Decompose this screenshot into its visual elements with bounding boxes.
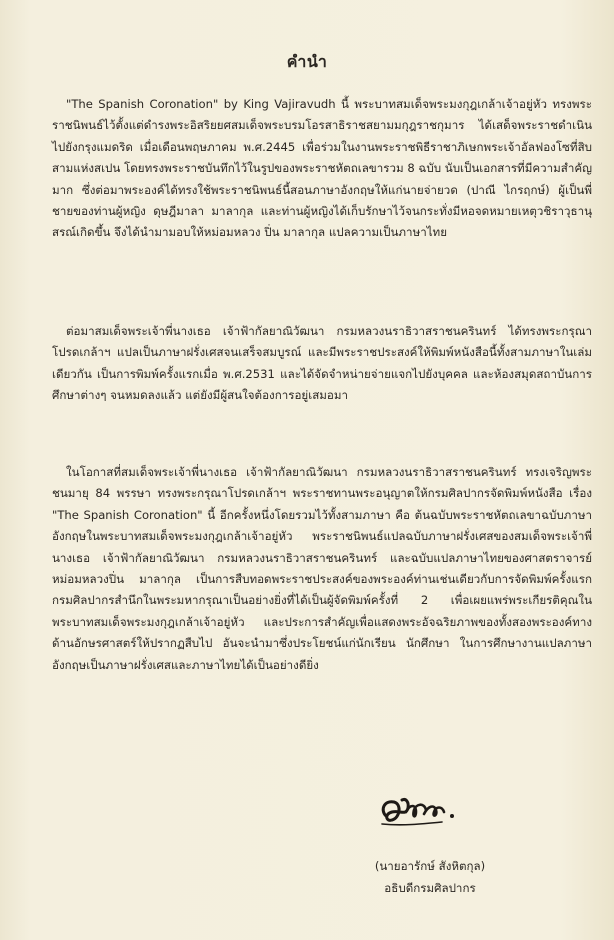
signatory-name: (นายอารักษ์ สังหิตกุล) — [374, 859, 486, 873]
paragraph-2: ต่อมาสมเด็จพระเจ้าพี่นางเธอ เจ้าฟ้ากัลยาณิวัฒนา กรมหลวงนราธิวาสราชนครินทร์ ได้ทรงพระกรุณาโปรดเกล้าฯ แปลเป็นภาษาฝรั่งเศสจนเสร็จสมบูรณ์ และมีพระราชประสงค์ให้พิมพ์หนังสือนี้ทั้งสามภาษาในเล่มเดียวกัน เป็นการพิมพ์ครั้งแรกเมื่อ พ.ศ.2531 และได้จัดจำหน่ายจ่ายแจกไปยังบุคคล และห้องสมุดสถาบันการศึกษาต่างๆ จนหมดลงแล้ว แต่ยังมีผู้สนใจต้องการอยู่เสมอมา — [52, 324, 592, 403]
handwritten-signature — [372, 786, 462, 836]
paragraph-3: ในโอกาสที่สมเด็จพระเจ้าพี่นางเธอ เจ้าฟ้ากัลยาณิวัฒนา กรมหลวงนราธิวาสราชนครินทร์ ทรงเจริญพระชนมายุ 84 พรรษา ทรงพระกรุณาโปรดเกล้าฯ พระราชทานพระอนุญาตให้กรมศิลปากรจัดพิมพ์หนังสือ เรื่อง "The Spanish Coronation" นี้ อีกครั้งหนึ่งโดยรวมไว้ทั้งสามภาษา คือ ต้นฉบับพระราชหัตถเลขาฉบับภาษาอังกฤษในพระบาทสมเด็จพระมงกุฎเกล้าเจ้าอยู่หัว พระราชนิพนธ์แปลฉบับภาษาฝรั่งเศสของสมเด็จพระเจ้าพี่นางเธอ เจ้าฟ้ากัลยาณิวัฒนา กรมหลวงนราธิวาสราชนครินทร์ และฉบับแปลภาษาไทยของศาสตราจารย์หม่อมหลวงปิ่น มาลากุล เป็นการสืบทอดพระราชประสงค์ของพระองค์ท่านเช่นเดียวกับการจัดพิมพ์ครั้งแรก กรมศิลปากรสำนึกในพระมหากรุณาเป็นอย่างยิ่งที่ได้เป็นผู้จัดพิมพ์ครั้งที่ 2 เพื่อเผยแพร่พระเกียรติคุณในพระบาทสมเด็จพระมงกุฎเกล้าเจ้าอยู่หัว และประการสำคัญเพื่อแสดงพระอัจฉริยภาพของทั้งสองพระองค์ทางด้านอักษรศาสตร์ให้ปรากฏสืบไป อันจะนำมาซึ่งประโยชน์แก่นักเรียน นักศึกษา ในการศึกษางานแปลภาษาอังกฤษเป็นภาษาฝรั่งเศสและภาษาไทยได้เป็นอย่างดียิ่ง — [52, 465, 592, 672]
signatory-position: อธิบดีกรมศิลปากร — [384, 881, 476, 895]
paragraph-1: "The Spanish Coronation" by King Vajiravudh นี้ พระบาทสมเด็จพระมงกุฎเกล้าเจ้าอยู่หัว ทรงพระราชนิพนธ์ไว้ตั้งแต่ดำรงพระอิสริยยศสมเด็จพระบรมโอรสาธิราชสยามมกุฎราชกุมาร ได้เสด็จพระราชดำเนินไปยังกรุงแมดริด เมื่อเดือนพฤษภาคม พ.ศ.2445 เพื่อร่วมในงานพระราชพิธีราชาภิเษกพระเจ้าอัลฟองโซที่สิบสามแห่งสเปน โดยทรงพระราชบันทึกไว้ในรูปของพระราชหัตถเลขารวม 8 ฉบับ นับเป็นเอกสารที่มีความสำคัญมาก ซึ่งต่อมาพระองค์ได้ทรงใช้พระราชนิพนธ์นี้สอนภาษาอังกฤษให้แก่นายจ่ายวด (ปาณี ไกรฤกษ์) ผู้เป็นพี่ชายของท่านผู้หญิง ดุษฎีมาลา มาลากุล และท่านผู้หญิงได้เก็บรักษาไว้จนกระทั่งมีหอจดหมายเหตุวชิราวุธานุสรณ์เกิดขึ้น จึงได้นำมามอบให้หม่อมหลวง ปิ่น มาลากุล แปลความเป็นภาษาไทย — [52, 97, 592, 240]
signatory-block — [330, 855, 530, 899]
page-title: คำนำ — [286, 52, 328, 71]
